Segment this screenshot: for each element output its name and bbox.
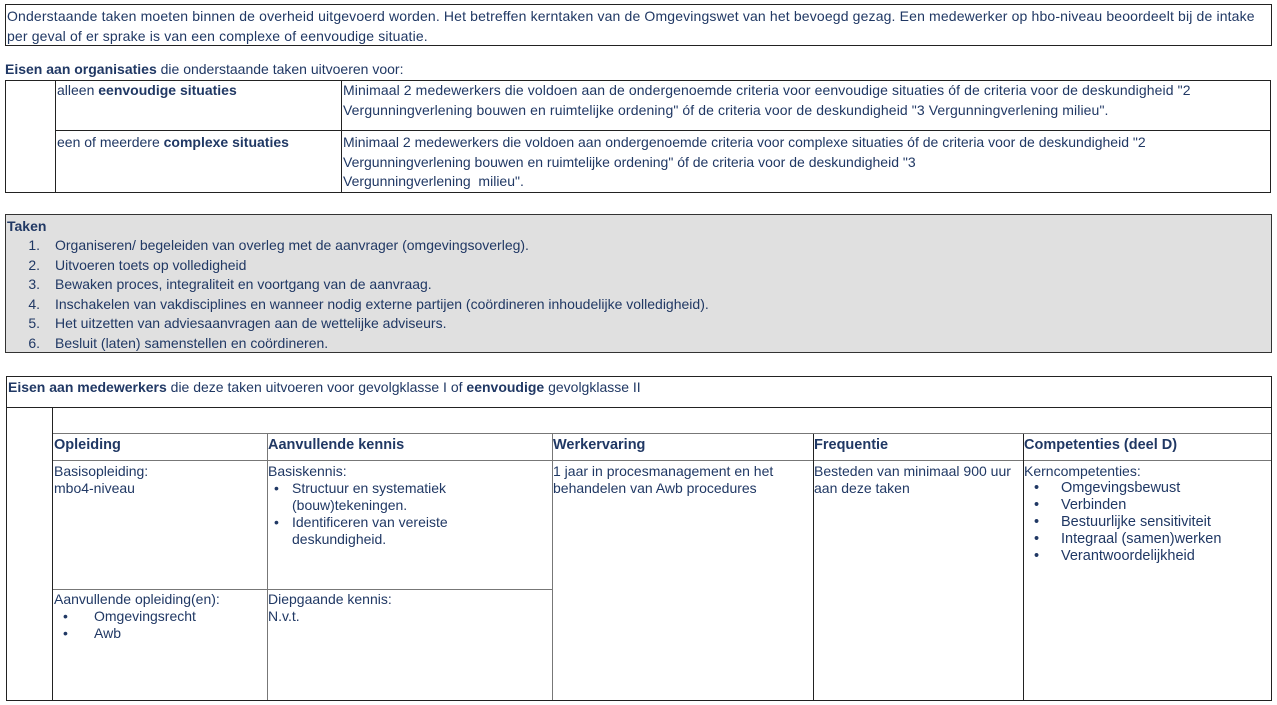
basiskennis-list bbox=[268, 480, 488, 548]
list-item: • Omgevingsbewust bbox=[1024, 480, 1269, 497]
item-text: Besluit (laten) samenstellen en coördineren. bbox=[55, 334, 329, 351]
aanvullend-label: Aanvullende opleiding(en): bbox=[54, 591, 220, 607]
divider bbox=[341, 81, 342, 192]
column-header-competenties: Competenties (deel D) bbox=[1024, 437, 1178, 453]
column-header-frequentie: Frequentie bbox=[814, 437, 889, 453]
competenties bbox=[1024, 463, 1269, 565]
criteria-line: Vergunningverlening milieu". bbox=[343, 173, 524, 189]
list-item bbox=[7, 334, 1270, 354]
item-number: 3. bbox=[28, 276, 40, 292]
item-text: Organiseren/ begeleiden van overleg met de aanvrager (omgevingsoverleg). bbox=[55, 237, 529, 253]
list-item bbox=[7, 256, 1270, 276]
organisaties-table bbox=[5, 80, 1271, 193]
item-number: 1. bbox=[28, 237, 40, 253]
diep-value: N.v.t. bbox=[268, 608, 300, 624]
medewerkers-heading bbox=[8, 378, 641, 396]
criteria-line: Minimaal 2 medewerkers die voldoen aan ondergenoemde criteria voor complexe situaties óf de criteria voor de deskundigheid "2 bbox=[343, 134, 1146, 150]
divider bbox=[53, 460, 1271, 461]
divider bbox=[52, 408, 53, 700]
competenties-label: Kerncompetenties: bbox=[1024, 463, 1141, 479]
frequentie-text: Besteden van minimaal 900 uur aan deze taken bbox=[814, 463, 1011, 496]
kennis-diep bbox=[268, 591, 548, 625]
list-item bbox=[7, 236, 1270, 256]
opleiding-basis bbox=[54, 463, 264, 497]
list-item: • Verantwoordelijkheid bbox=[1024, 548, 1269, 565]
item-number: 5. bbox=[28, 315, 40, 331]
aanvullend-list bbox=[54, 608, 264, 642]
item-text: Uitvoeren toets op volledigheid bbox=[55, 256, 247, 273]
opleiding-aanvullend bbox=[54, 591, 264, 642]
taken-title: Taken bbox=[7, 218, 47, 234]
item-text: Het uitzetten van adviesaanvragen aan de wettelijke adviseurs. bbox=[55, 315, 447, 331]
org-row-complex-label bbox=[57, 133, 339, 153]
competenties-list bbox=[1024, 480, 1269, 565]
list-item: • Identificeren van vereiste deskundigheid. bbox=[268, 514, 488, 548]
divider bbox=[56, 130, 1270, 131]
label-bold: eenvoudige situaties bbox=[98, 82, 237, 98]
list-item bbox=[7, 314, 1270, 334]
list-item: • Integraal (samen)werken bbox=[1024, 531, 1269, 548]
list-item: • Bestuurlijke sensitiviteit bbox=[1024, 514, 1269, 531]
criteria-line: Vergunningverlening bouwen en ruimtelijke ordening" óf de criteria voor de deskundigheid "3 bbox=[343, 153, 916, 170]
kennis-basis bbox=[268, 463, 548, 548]
divider bbox=[7, 407, 1271, 408]
intro-text: Onderstaande taken moeten binnen de overheid uitgevoerd worden. Het betreffen kerntaken van de Omgevingswet van het bevoegd gezag. Een medewerker op hbo-niveau beoordeelt bij de intake per geval of er sprake is van een complexe of eenvoudige situatie. bbox=[7, 8, 1255, 44]
column-header-werkervaring: Werkervaring bbox=[553, 437, 646, 453]
label-prefix: een of meerdere bbox=[57, 134, 164, 150]
heading-text: die deze taken uitvoeren voor gevolgklasse I of bbox=[166, 379, 467, 395]
werkervaring-text: 1 jaar in procesmanagement en het behandelen van Awb procedures bbox=[553, 463, 774, 496]
item-text: Bewaken proces, integraliteit en voortgang van de aanvraag. bbox=[55, 276, 432, 292]
list-item: • Verbinden bbox=[1024, 497, 1269, 514]
org-row-eenvoudig-criteria: Minimaal 2 medewerkers die voldoen aan de ondergenoemde criteria voor eenvoudige situaties óf de criteria voor de deskundigheid "2 Vergunningverlening bouwen en ruimtelijke ordening" óf de criteria voor de deskundigheid "3 Vergunningverlening milieu". bbox=[343, 82, 1191, 118]
basis-label: Basiskennis: bbox=[268, 463, 347, 479]
item-number: 4. bbox=[28, 295, 40, 312]
basis-label: Basisopleiding: bbox=[54, 463, 149, 479]
diep-label: Diepgaande kennis: bbox=[268, 591, 392, 607]
intro-box bbox=[5, 4, 1272, 46]
heading-bold: Eisen aan medewerkers bbox=[8, 379, 167, 395]
list-item: • Awb bbox=[54, 625, 264, 642]
heading-text: gevolgklasse II bbox=[544, 379, 641, 395]
taken-box bbox=[5, 214, 1272, 353]
medewerkers-table bbox=[6, 376, 1272, 701]
label-bold: complexe situaties bbox=[163, 134, 289, 150]
basis-value: mbo4-niveau bbox=[54, 480, 135, 496]
organisaties-heading bbox=[5, 60, 403, 78]
list-item: • Structuur en systematiek (bouw)tekeningen. bbox=[268, 480, 488, 514]
column-header-opleiding: Opleiding bbox=[54, 437, 121, 453]
list-item bbox=[7, 275, 1270, 295]
divider bbox=[53, 589, 553, 590]
list-item bbox=[7, 295, 1270, 315]
item-number: 6. bbox=[28, 334, 40, 351]
divider bbox=[53, 433, 1271, 434]
item-text: Inschakelen van vakdisciplines en wanneer nodig externe partijen (coördineren inhoudelijke volledigheid). bbox=[55, 295, 709, 312]
divider bbox=[55, 81, 56, 192]
organisaties-heading-bold: Eisen aan organisaties bbox=[5, 61, 157, 77]
org-row-eenvoudig-label bbox=[57, 81, 339, 101]
list-item: • Omgevingsrecht bbox=[54, 608, 264, 625]
heading-bold: eenvoudige bbox=[466, 379, 545, 395]
org-row-complex-criteria bbox=[343, 133, 1268, 192]
taken-list bbox=[7, 236, 1270, 353]
column-header-kennis: Aanvullende kennis bbox=[268, 437, 405, 453]
item-number: 2. bbox=[28, 256, 40, 273]
label-prefix: alleen bbox=[57, 82, 99, 98]
organisaties-heading-rest: die onderstaande taken uitvoeren voor: bbox=[156, 61, 404, 77]
